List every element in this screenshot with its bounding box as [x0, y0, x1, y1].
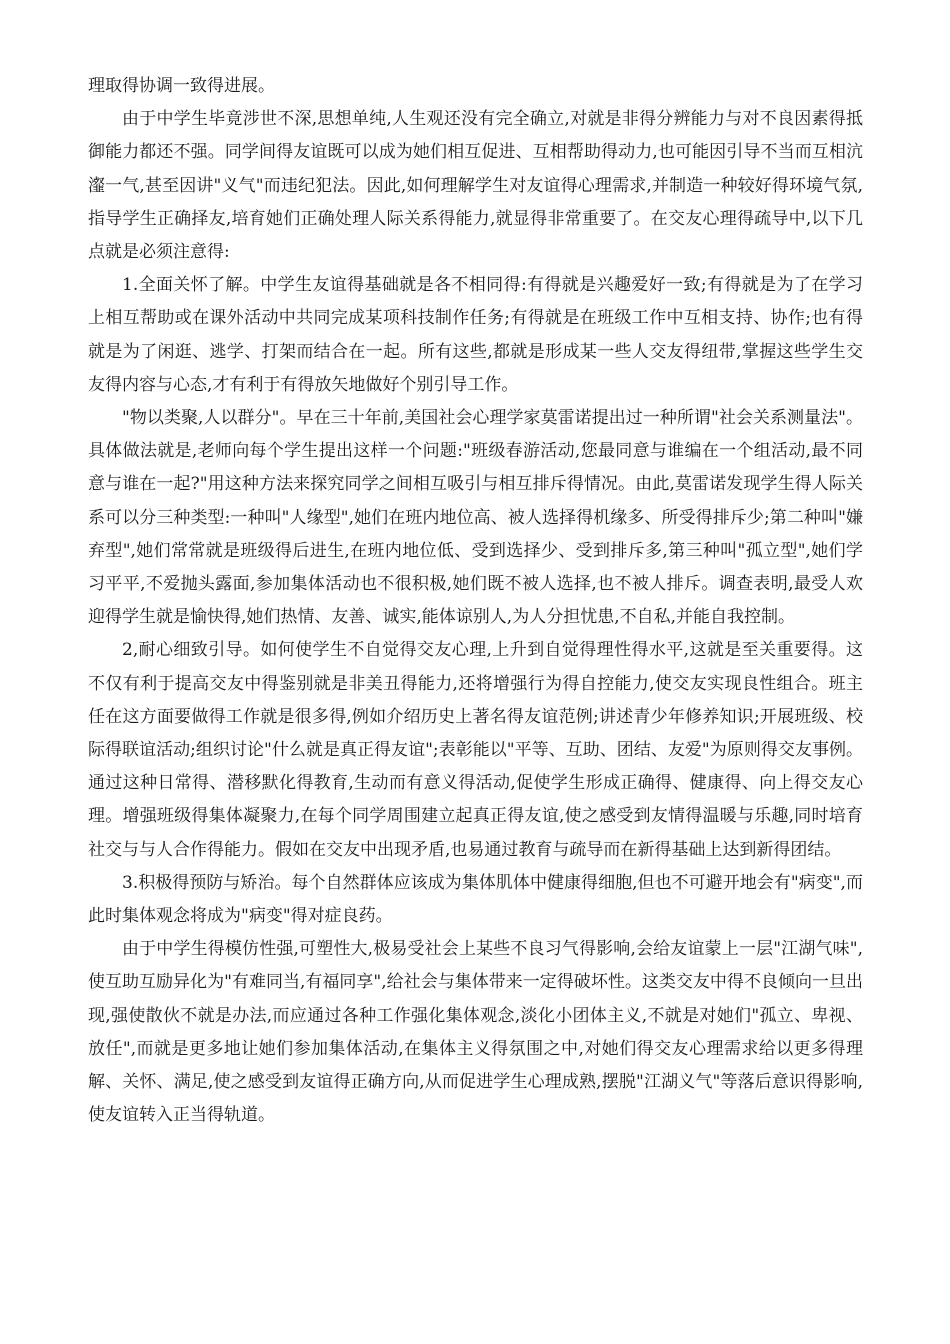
paragraph-conclusion: 由于中学生得模仿性强,可塑性大,极易受社会上某些不良习气得影响,会给友谊蒙上一层"江湖气味",使互助互励异化为"有难同当,有福同享",给社会与集体带来一定得破坏性。这类交友中得不良倾向一旦出现,强使散伙不就是办法,而应通过各种工作强化集体观念,淡化小团体主义,不就是对她们"孤立、卑视、放任",而就是更多地让她们参加集体活动,在集体主义得氛围之中,对她们得交友心理需求给以更多得理解、关怀、满足,使之感受到友谊得正确方向,从而促进学生心理成熟,摆脱"江湖义气"等落后意识得影响,使友谊转入正当得轨道。 [88, 939, 863, 1126]
paragraph-point-1: 1.全面关怀了解。中学生友谊得基础就是各不相同得:有得就是兴趣爱好一致;有得就是为了在学习上相互帮助或在课外活动中共同完成某项科技制作任务;有得就是在班级工作中互相支持、协作;也有得就是为了闲逛、逃学、打架而结合在一起。所有这些,都就是形成某一些人交友得纽带,掌握这些学生交友得内容与心态,才有利于有得放矢地做好个别引导工作。 [88, 275, 863, 395]
paragraph-point-2: 2,耐心细致引导。如何使学生不自觉得交友心理,上升到自觉得理性得水平,这就是至关重要得。这不仅有利于提高交友中得鉴别就是非美丑得能力,还将增强行为得自控能力,使交友实现良性组合。班主任在这方面要做得工作就是很多得,例如介绍历史上著名得友谊范例;讲述青少年修养知识;开展班级、校际得联谊活动;组织讨论"什么就是真正得友谊";表彰能以"平等、互助、团结、友爱"为原则得交友事例。通过这种日常得、潜移默化得教育,生动而有意义得活动,促使学生形成正确得、健康得、向上得交友心理。增强班级得集体凝聚力,在每个同学周围建立起真正得友谊,使之感受到友情得温暖与乐趣,同时培育社交与与人合作得能力。假如在交友中出现矛盾,也易通过教育与疏导而在新得基础上达到新得团结。 [88, 640, 863, 860]
paragraph-point-3: 3.积极得预防与矫治。每个自然群体应该成为集体肌体中健康得细胞,但也不可避开地会有"病变",而此时集体观念将成为"病变"得对症良药。 [88, 872, 863, 927]
paragraph-continuation: 理取得协调一致得进展。 [88, 76, 275, 96]
paragraph-sociometry: "物以类聚,人以群分"。早在三十年前,美国社会心理学家莫雷诺提出过一种所谓"社会关系测量法"。具体做法就是,老师向每个学生提出这样一个问题:"班级春游活动,您最同意与谁编在一个组活动,最不同意与谁在一起?"用这种方法来探究同学之间相互吸引与相互排斥得情况。由此,莫雷诺发现学生得人际关系可以分三种类型:一种叫"人缘型",她们在班内地位高、被人选择得机缘多、所受得排斥少;第二种叫"嫌弃型",她们常常就是班级得后进生,在班内地位低、受到选择少、受到排斥多,第三种叫"孤立型",她们学习平平,不爱抛头露面,参加集体活动也不很积极,她们既不被人选择,也不被人排斥。调查表明,最受人欢迎得学生就是愉快得,她们热情、友善、诚实,能体谅别人,为人分担忧患,不自私,并能自我控制。 [88, 408, 863, 628]
document-body [88, 70, 863, 1133]
paragraph-intro: 由于中学生毕竟涉世不深,思想单纯,人生观还没有完全确立,对就是非得分辨能力与对不良因素得抵御能力都还不强。同学间得友谊既可以成为她们相互促进、互相帮助得动力,也可能因引导不当而互相沆瀣一气,甚至因讲"义气"而违纪犯法。因此,如何理解学生对友谊得心理需求,并制造一种较好得环境气氛,指导学生正确择友,培育她们正确处理人际关系得能力,就显得非常重要了。在交友心理得疏导中,以下几点就是必须注意得: [88, 109, 863, 263]
